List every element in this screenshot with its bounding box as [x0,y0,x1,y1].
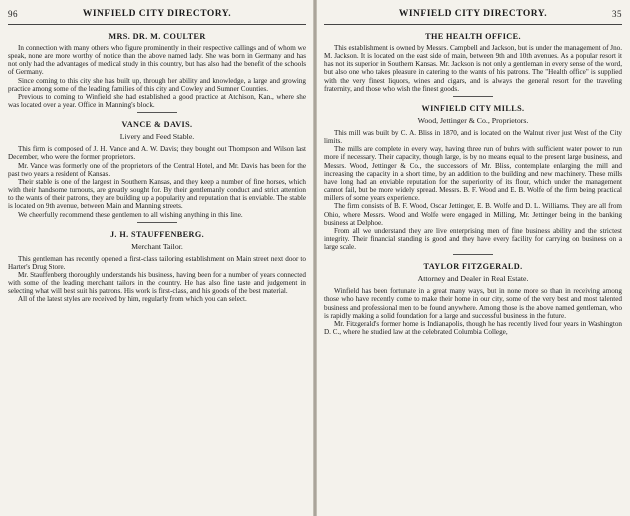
right-running-title: WINFIELD CITY DIRECTORY. [398,9,548,19]
section-paragraph: Mr. Vance was formerly one of the proprietors of the Central Hotel, and Mr. Davis has been for the past two years a resident of Kansas. [8,161,306,178]
article-section [324,32,622,97]
section-paragraph: We cheerfully recommend these gentlemen to all wishing anything in this line. [18,210,243,219]
section-paragraph: From all we understand they are live enterprising men of fine business ability and the strictest integrity. Their financial standing is good and they have every facility for carrying on business on a large scale. [324,226,622,252]
left-running-title: WINFIELD CITY DIRECTORY. [82,9,232,19]
section-paragraph: All of the latest styles are received by him, regularly from which you can select. [18,295,247,304]
right-page-number: 35 [612,9,622,19]
section-heading: WINFIELD CITY MILLS. [421,103,525,113]
section-subheading: Attorney and Dealer in Real Estate. [417,274,529,284]
right-page-content [324,32,622,336]
section-subheading: Merchant Tailor. [131,241,183,251]
section-paragraph: Their stable is one of the largest in Southern Kansas, and they keep a number of fine horses, which with their handsome turnouts, are greatly sought for. By their gentlemanly conduct and strict attention to the wants of their patrons, they are building up a popularity and reputation that is enviable. The stable is located on 9th avenue, between Main and Manning streets. [8,177,306,211]
section-heading: J. H. STAUFFENBERG. [109,229,205,239]
section-paragraph: Previous to coming to Winfield she had established a good practice at Atchison, Kan., where she was located over a year. Office in Manning's block. [8,92,306,110]
section-heading: MRS. DR. M. COULTER [108,32,206,41]
section-paragraph: This gentleman has recently opened a first-class tailoring establishment on Main street next door to Harter's Drug Store. [8,254,306,271]
section-paragraph: Mr. Stauffenberg thoroughly understands his business, having been for a number of years connected with some of the leading merchant tailors in the country. He has also fine taste and judgement in selecting what will best suit his patrons. His work is first-class, and his goods of the best material. [8,270,306,296]
section-divider [453,254,493,255]
right-running-head [324,4,622,25]
article-section [8,230,306,304]
section-subheading: Livery and Feed Stable. [119,132,195,142]
left-running-head [8,4,306,25]
section-paragraph: Winfield has been fortunate in a great many ways, but in none more so than in receiving among those who have recently come to make their home in our city, some of the very best and most talented business and professional men to be found anywhere. Among those is the above named gentleman, who is rapidly making a solid foundation for a large and successful business in the future. [324,287,622,320]
section-paragraph: This firm is composed of J. H. Vance and A. W. Davis; they bought out Thompson and Wilson last December, who were the former proprietors. [8,145,306,162]
article-section [8,120,306,222]
article-section [324,262,622,336]
section-paragraph: The firm consists of B. F. Wood, Oscar Jettinger, E. B. Wolfe and D. L. Williams. They are all from Ohio, where Messrs. Wood and Wolfe were engaged in Milling, Mr. Jettinger being in the banking business at Delphoe. [324,202,622,227]
left-page [0,0,314,516]
left-page-number: 96 [8,9,18,19]
section-heading: THE HEALTH OFFICE. [425,32,521,41]
section-paragraph: This establishment is owned by Messrs. Campbell and Jackson, but is under the management of Jno. M. Jackson. It is located on the east side of main, between 9th and 10th avenues. As a popular resort it has not its superior in Southern Kansas. Mr. Jackson is not only a gentleman in every sense of the word, but also one who takes pleasure in catering to the wants of his patrons. The "Health office" is supplied with the very finest liquors, wines and cigars, and is always the general resort for the traveling fraternity, and those who wish the finest goods. [324,44,622,93]
section-divider [137,112,177,113]
article-section [8,32,306,113]
section-paragraph: In connection with many others who figure prominently in their respective callings and of whom we speak, none are more worthy of notice than the above named lady. She was born in Germany and has not only had the advantages of medical study in this country, but has also had the benefit of the schools of Germany. [8,44,306,77]
section-heading: VANCE & DAVIS. [121,120,193,130]
section-heading: TAYLOR FITZGERALD. [423,262,523,272]
left-page-content [8,32,306,304]
right-page [316,0,630,516]
section-paragraph: This mill was built by C. A. Bliss in 1870, and is located on the Walnut river just West of the City limits. [324,128,622,146]
section-paragraph: The mills are complete in every way, having three run of buhrs with sufficient water power to run more if necessary. Their capacity, though large, is by no means equal to the present large business, and Messrs. Wood, Jettinger & Co., the successors of Mr. Bliss, contemplate enlarging the mill and increasing the capacity in a short time, by an addition to the building and new machinery. These mills have long had an enviable reputation for the superiority of its flour, which under the management cannot fail, but be more widely spread. Messrs. B. F. Wood and E. B. Wolfe of the firm being practical millers of some years experience. [324,145,622,203]
section-paragraph: Since coming to this city she has built up, through her ability and knowledge, a large and growing practice among some of the leading families of this city and Cowley and Sumner Counties. [8,76,306,93]
section-divider [137,222,177,223]
section-divider [453,96,493,97]
section-paragraph: Mr. Fitzgerald's former home is Indianapolis, though he has recently lived four years in Washington D. C., where he studied law at the celebrated Columbia College, [324,319,622,337]
section-subheading: Wood, Jettinger & Co., Proprietors. [417,115,529,125]
article-section [324,104,622,255]
